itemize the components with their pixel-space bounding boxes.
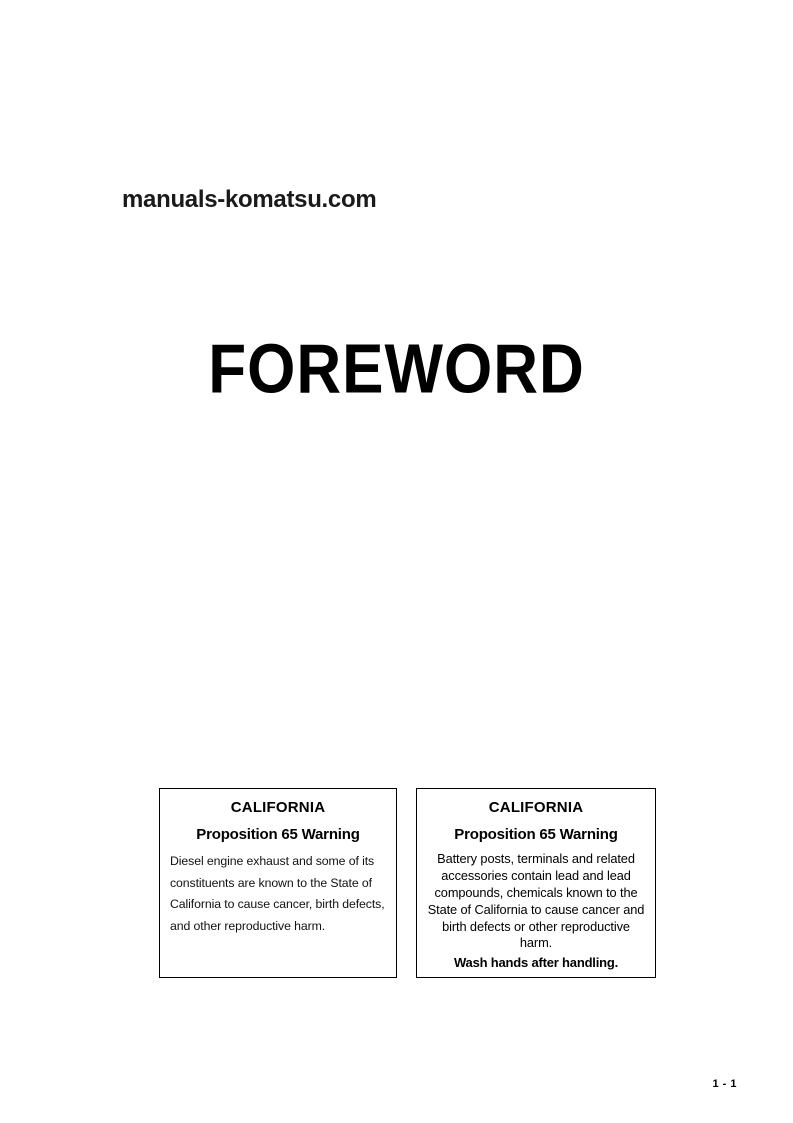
warning-box-battery-posts xyxy=(416,788,656,978)
warning-title: CALIFORNIA xyxy=(488,799,584,816)
warning-body-text: Diesel engine exhaust and some of its constituents are known to the State of California to cause cancer, birth defects, and other reproductive harm. xyxy=(170,854,385,933)
warning-box-diesel-exhaust xyxy=(159,788,397,978)
warning-subtitle: Proposition 65 Warning xyxy=(196,826,360,843)
page-number: 1 - 1 xyxy=(712,1078,737,1090)
page-title: FOREWORD xyxy=(208,331,585,409)
warning-body-text: Battery posts, terminals and related accessories contain lead and lead compounds, chemicals known to the State of California to cause cancer and birth defects or other reproductive harm. xyxy=(427,851,645,951)
site-watermark: manuals-komatsu.com xyxy=(122,186,377,213)
warning-labels-group xyxy=(0,788,793,988)
warning-title: CALIFORNIA xyxy=(230,799,326,816)
warning-footer-text: Wash hands after handling. xyxy=(453,955,619,971)
warning-subtitle: Proposition 65 Warning xyxy=(454,826,618,843)
